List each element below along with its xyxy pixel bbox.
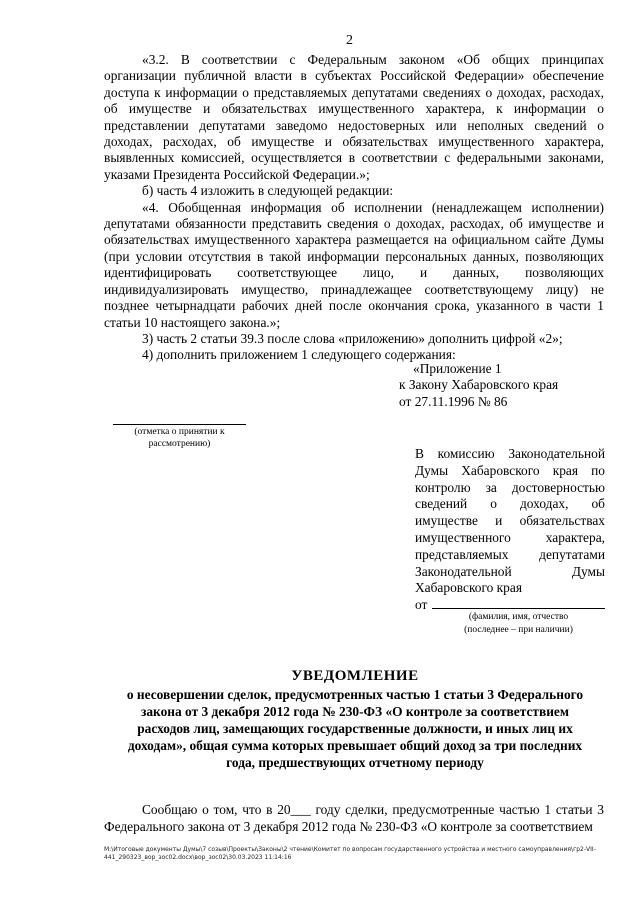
amendment-text [104, 52, 604, 364]
subtitle-line: расходов лиц, замещающих государственные должности, и иных лиц их [137, 721, 573, 736]
from-signature-line [432, 608, 605, 609]
from-note [432, 611, 605, 637]
addressee-text: В комиссию Законодательной Думы Хабаровского края по контролю за достоверностью сведений о доходах, об имуществе и обязательствах имущественного характера, представляемых депутатами Законодательной Думы Хабаровского края [415, 446, 605, 596]
from-label: от [415, 597, 428, 612]
paragraph-3-2: «3.2. В соответствии с Федеральным законом «Об общих принципах организации публичной власти в субъектах Российской Федерации» обеспечение доступа к информации о представляемых депутатами сведениях о доходах, расходах, об имуществе и обязательствах имущественного характера, к информации о представлении депутатами заведомо недостоверных или неполных сведений о доходах, расходах, об имуществе и обязательствах имущественного характера, выявленных комиссией, осуществляется в соответствии с федеральными законами, указами Президента Российской Федерации.»; [104, 52, 604, 182]
appendix-heading [399, 361, 609, 410]
paragraph-3: 3) часть 2 статьи 39.3 после слова «приложению» дополнить цифрой «2»; [142, 330, 563, 346]
from-note-line-1: (фамилия, имя, отчество [468, 612, 569, 622]
paragraph-4: 4) дополнить приложением 1 следующего содержания: [142, 347, 456, 363]
paragraph-b: б) часть 4 изложить в следующей редакции: [142, 183, 394, 199]
page-number: 2 [346, 33, 353, 48]
subtitle-line: года, предшествующих отчетному периоду [226, 755, 484, 770]
appendix-law: к Закону Хабаровского края [399, 377, 559, 393]
paragraph-part-4: «4. Обобщенная информация об исполнении (ненадлежащем исполнении) депутатами обязанности представить сведения о доходах, расходах, об имуществе и обязательствах имущественного характера размещается на официальном сайте Думы (при условии отсутствия в такой информации персональных данных, позволяющих идентифицировать соответствующее лицо, и данных, позволяющих индивидуализировать имущество, принадлежащее соответствующему лицу) не позднее четырнадцати рабочих дней после окончания срока, указанного в части 1 статьи 10 настоящего закона.»; [104, 199, 604, 330]
acceptance-note: (отметка о принятии к рассмотрению) [134, 427, 225, 449]
subtitle-line: доходам», общая сумма которых превышает общий доход за три последних [127, 738, 583, 753]
appendix-title: «Приложение 1 [413, 361, 502, 376]
acceptance-mark-line [113, 424, 246, 425]
subtitle-line: закона от 3 декабря 2012 года № 230-ФЗ «О контроле за соответствием [140, 704, 569, 719]
subtitle-line: о несовершении сделок, предусмотренных частью 1 статьи 3 Федерального [126, 687, 584, 702]
notice-body [104, 801, 604, 835]
addressee-block [415, 446, 605, 597]
notice-title: УВЕДОМЛЕНИЕ [291, 668, 419, 684]
from-note-line-2: (последнее – при наличии) [464, 625, 573, 635]
file-path-footer: М:\Итоговые документы Думы\7 созыв\Проекты\Законы\2 чтение\Комитет по вопросам государственного устройства и местного самоуправления\гр2-VII-441_290323_вор_зос02.docx\вор_зос02\30.03.2023 11:14:16 [104, 846, 596, 861]
notice-subtitle [100, 686, 610, 771]
notice-paragraph: Сообщаю о том, что в 20___ году сделки, предусмотренные частью 1 статьи 3 Федерального закона от 3 декабря 2012 года № 230-ФЗ «О контроле за соответствием [104, 802, 604, 834]
appendix-date: от 27.11.1996 № 86 [399, 393, 508, 409]
